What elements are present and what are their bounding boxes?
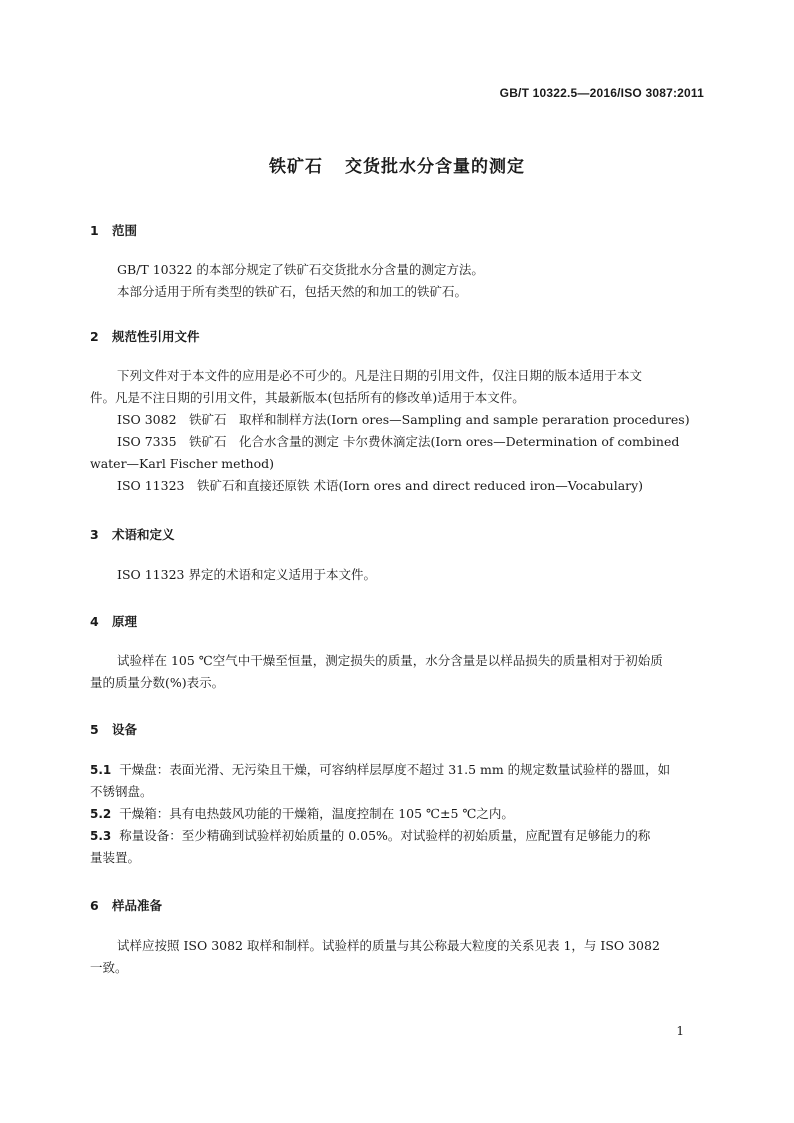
clause-5-2: 5.2 干燥箱：具有电热鼓风功能的干燥箱，温度控制在 105 ℃±5 ℃之内。 [90, 806, 514, 821]
title-part-2: 交货批水分含量的测定 [345, 157, 525, 177]
section-heading-1: 1 范围 [90, 223, 138, 238]
reference-iso-7335: ISO 7335 铁矿石 化合水含量的测定 卡尔费休滴定法(Iorn ores—Determination of combined [117, 434, 680, 449]
page-title [0, 152, 794, 177]
clause-5-1: 5.1 干燥盘：表面光滑、无污染且干燥，可容纳样层厚度不超过 31.5 mm 的规定数量试验样的器皿，如 [90, 762, 671, 777]
section-1-body: GB/T 10322 的本部分规定了铁矿石交货批水分含量的测定方法。 本部分适用于所有类型的铁矿石，包括天然的和加工的铁矿石。 [117, 262, 484, 299]
reference-iso-3082: ISO 3082 铁矿石 取样和制样方法(Iorn ores—Sampling and sample peraration procedures) [117, 412, 690, 427]
section-heading-3: 3 术语和定义 [90, 527, 175, 542]
section-5-body: 5.1 干燥盘：表面光滑、无污染且干燥，可容纳样层厚度不超过 31.5 mm 的规定数量试验样的器皿，如 不锈钢盘。 5.2 干燥箱：具有电热鼓风功能的干燥箱，温度控制在 105 ℃±5 ℃之内。 5.3 称量设备：至少精确到试验样初始质量的 0.05%。对试验样的初始质量，应配置有足够能力的称 量装置。 [90, 759, 704, 869]
section-heading-6: 6 样品准备 [90, 898, 163, 913]
reference-iso-11323: ISO 11323 铁矿石和直接还原铁 术语(Iorn ores and direct reduced iron—Vocabulary) [117, 478, 644, 493]
title-part-1: 铁矿石 [269, 157, 323, 177]
page-number: 1 [676, 1024, 684, 1038]
section-4-body: 试验样在 105 ℃空气中干燥至恒量，测定损失的质量，水分含量是以样品损失的质量相对于初始质 量的质量分数(%)表示。 [90, 653, 663, 690]
clause-5-3: 5.3 称量设备：至少精确到试验样初始质量的 0.05%。对试验样的初始质量，应配置有足够能力的称 [90, 828, 651, 843]
section-6-body: 试样应按照 ISO 3082 取样和制样。试验样的质量与其公称最大粒度的关系见表 1，与 ISO 3082 一致。 [90, 938, 660, 975]
section-heading-5: 5 设备 [90, 722, 138, 737]
section-heading-4: 4 原理 [90, 614, 138, 629]
section-2-body: 下列文件对于本文件的应用是必不可少的。凡是注日期的引用文件，仅注日期的版本适用于本文 件。凡是不注日期的引用文件，其最新版本(包括所有的修改单)适用于本文件。 ISO 3082 铁矿石 取样和制样方法(Iorn ores—Sampling and sample peraration procedures) ISO 7335 铁矿石 化合水含量的测定 卡尔费休滴定法(Iorn ores—Determination of combined water—Karl Fischer method) ISO 11323 铁矿石和直接还原铁 术语(Iorn ores and direct reduced iron—Vocabulary) [90, 368, 690, 493]
section-3-body: ISO 11323 界定的术语和定义适用于本文件。 [117, 567, 376, 582]
standard-code: GB/T 10322.5—2016/ISO 3087:2011 [499, 86, 704, 100]
section-heading-2: 2 规范性引用文件 [90, 329, 200, 344]
